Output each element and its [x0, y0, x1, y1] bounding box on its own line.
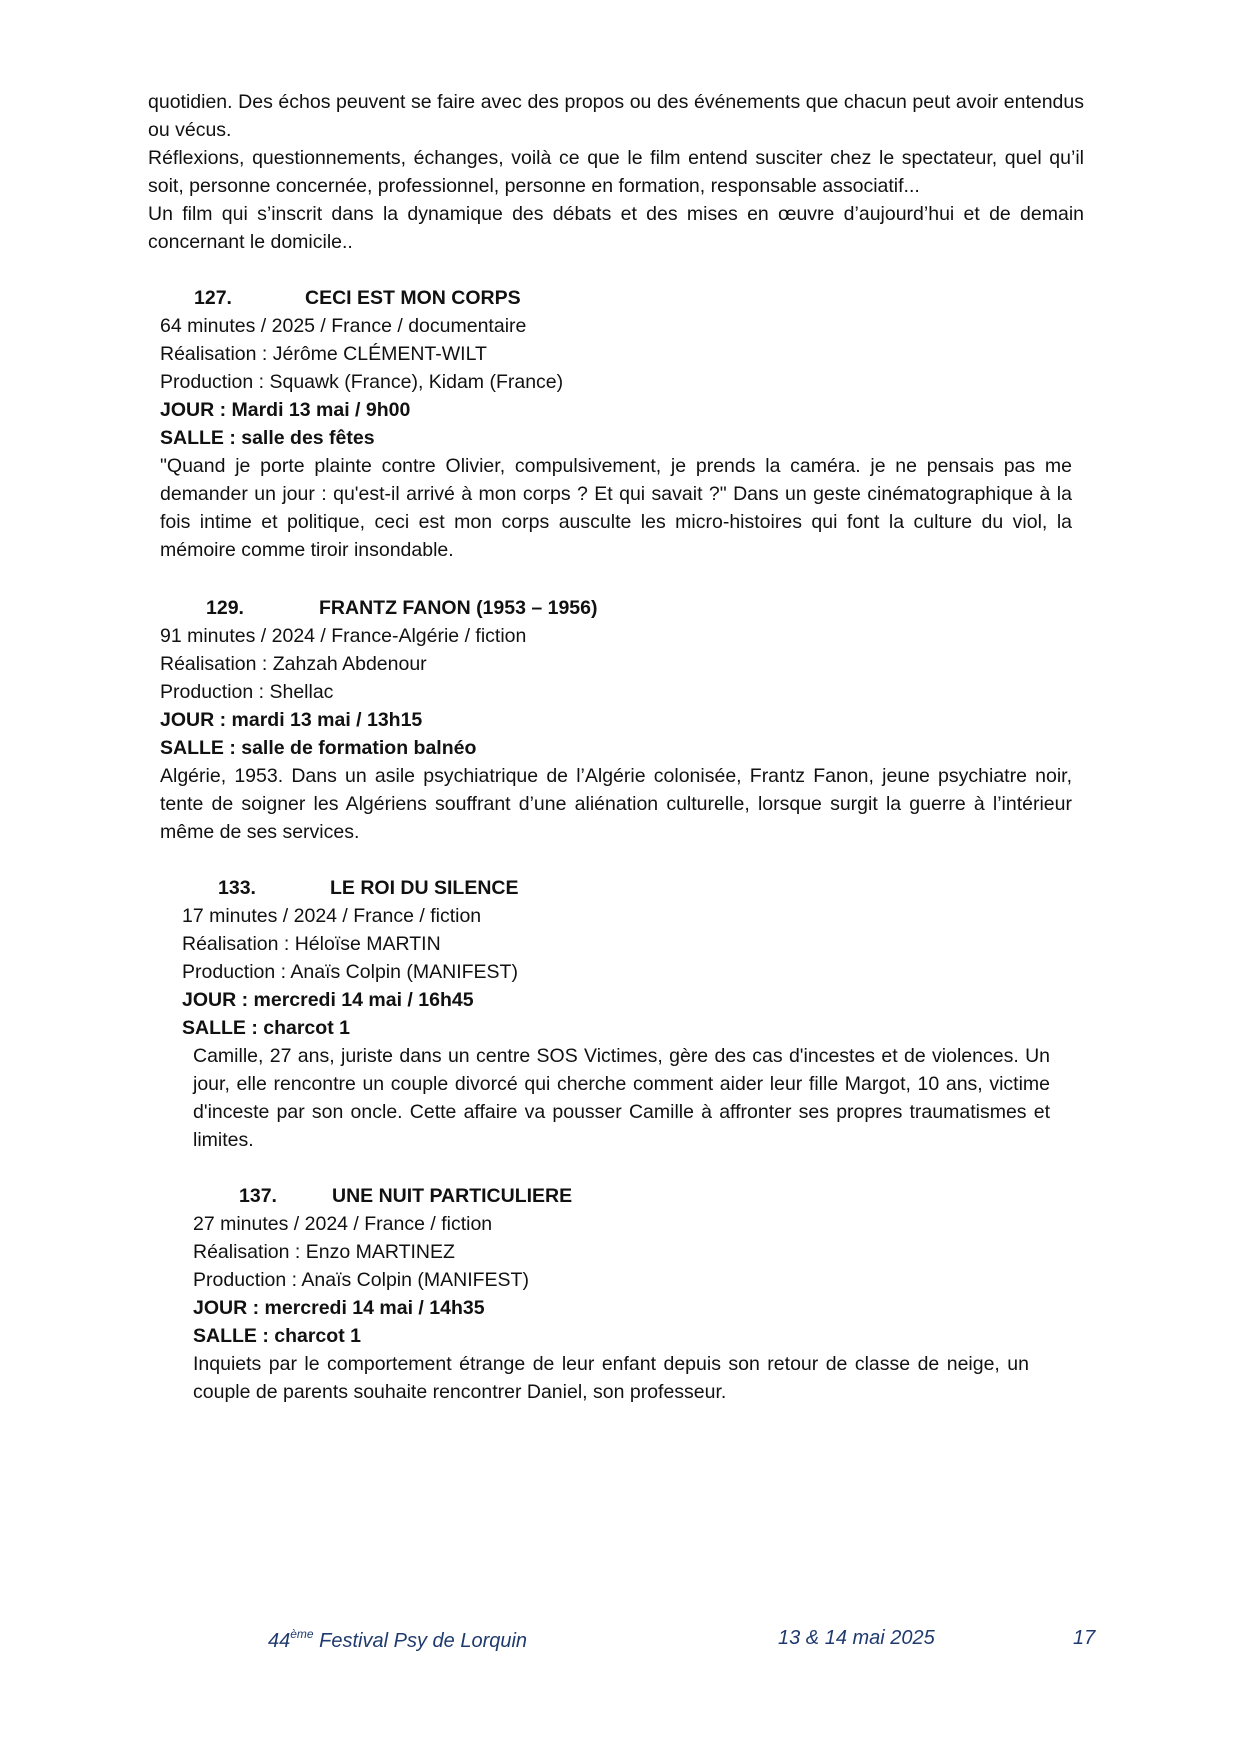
film-salle: SALLE : salle de formation balnéo: [160, 737, 477, 759]
film-entry-127: [160, 284, 1072, 564]
film-jour: JOUR : mercredi 14 mai / 16h45: [182, 989, 474, 1011]
festival-suffix: ème: [290, 1627, 314, 1641]
film-realisation: Réalisation : Zahzah Abdenour: [160, 653, 427, 675]
film-production: Production : Squawk (France), Kidam (France): [160, 371, 564, 393]
intro-paragraph: Un film qui s’inscrit dans la dynamique des débats et des mises en œuvre d’aujourd’hui et de demain concernant le domicile..: [148, 203, 1084, 253]
film-info: 17 minutes / 2024 / France / fiction: [182, 905, 482, 927]
film-entry-133: [182, 874, 1050, 1154]
intro-text: [148, 88, 1084, 256]
film-title: LE ROI DU SILENCE: [330, 877, 519, 899]
film-info: 91 minutes / 2024 / France-Algérie / fiction: [160, 625, 527, 647]
film-number: 133.: [218, 877, 256, 899]
film-number: 129.: [206, 597, 244, 619]
film-jour: JOUR : mercredi 14 mai / 14h35: [193, 1297, 485, 1319]
film-title: FRANTZ FANON (1953 – 1956): [319, 597, 598, 619]
film-production: Production : Shellac: [160, 681, 334, 703]
intro-paragraph: Réflexions, questionnements, échanges, voilà ce que le film entend susciter chez le spectateur, quel qu’il soit, personne concernée, professionnel, personne en formation, responsable associatif...: [148, 147, 1084, 197]
film-realisation: Réalisation : Jérôme CLÉMENT-WILT: [160, 343, 487, 365]
film-info: 64 minutes / 2025 / France / documentaire: [160, 315, 527, 337]
film-salle: SALLE : charcot 1: [182, 1017, 350, 1039]
film-number: 127.: [194, 287, 232, 309]
film-number: 137.: [239, 1185, 277, 1207]
film-production: Production : Anaïs Colpin (MANIFEST): [193, 1269, 529, 1291]
intro-paragraph: quotidien. Des échos peuvent se faire avec des propos ou des événements que chacun peut avoir entendus ou vécus.: [148, 91, 1084, 141]
film-salle: SALLE : salle des fêtes: [160, 427, 375, 449]
page-number: 17: [1073, 1627, 1096, 1649]
film-realisation: Réalisation : Enzo MARTINEZ: [193, 1241, 455, 1263]
film-heading: [160, 284, 1072, 312]
film-info: 27 minutes / 2024 / France / fiction: [193, 1213, 493, 1235]
festival-number: 44: [268, 1630, 291, 1652]
festival-name: Festival Psy de Lorquin: [319, 1630, 528, 1652]
film-realisation: Réalisation : Héloïse MARTIN: [182, 933, 441, 955]
film-description: Algérie, 1953. Dans un asile psychiatrique de l’Algérie colonisée, Frantz Fanon, jeune psychiatre noir, tente de soigner les Algériens souffrant d’une aliénation culturelle, lorsque surgit la guerre à l’intérieur même de ses services.: [160, 765, 1072, 843]
film-title: UNE NUIT PARTICULIERE: [332, 1185, 573, 1207]
film-heading: [193, 1182, 1029, 1210]
film-jour: JOUR : mardi 13 mai / 13h15: [160, 709, 423, 731]
film-heading: [160, 594, 1072, 622]
film-description: Camille, 27 ans, juriste dans un centre SOS Victimes, gère des cas d'incestes et de violences. Un jour, elle rencontre un couple divorcé qui cherche comment aider leur fille Margot, 10 ans, victime d'inceste par son oncle. Cette affaire va pousser Camille à affronter ses propres traumatismes et limites.: [193, 1045, 1050, 1151]
film-description: Inquiets par le comportement étrange de leur enfant depuis son retour de classe de neige, un couple de parents souhaite rencontrer Daniel, son professeur.: [193, 1353, 1029, 1403]
film-jour: JOUR : Mardi 13 mai / 9h00: [160, 399, 411, 421]
film-salle: SALLE : charcot 1: [193, 1325, 361, 1347]
footer-date: 13 & 14 mai 2025: [778, 1627, 935, 1649]
film-entry-137: [193, 1182, 1029, 1406]
film-description: "Quand je porte plainte contre Olivier, compulsivement, je prends la caméra. je ne pensais pas me demander un jour : qu'est-il arrivé à mon corps ? Et qui savait ?" Dans un geste cinématographique à la fois intime et politique, ceci est mon corps ausculte les micro-histoires qui font la culture du viol, la mémoire comme tiroir insondable.: [160, 455, 1072, 561]
film-title: CECI EST MON CORPS: [305, 287, 521, 309]
footer-festival: [268, 1627, 527, 1653]
film-entry-129: [160, 594, 1072, 846]
film-production: Production : Anaïs Colpin (MANIFEST): [182, 961, 518, 983]
film-heading: [182, 874, 1050, 902]
